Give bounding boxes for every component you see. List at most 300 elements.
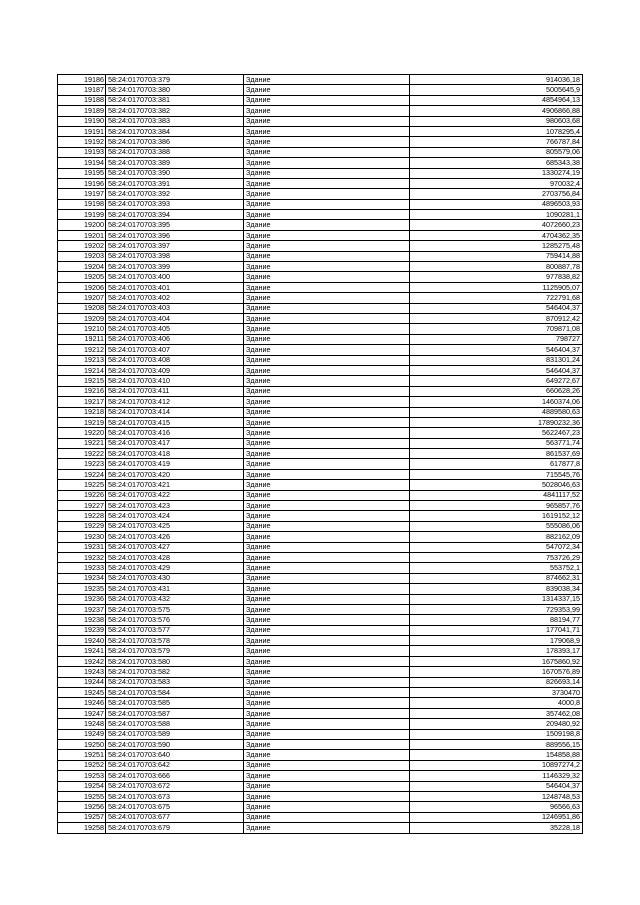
row-number-cell: 19217 bbox=[58, 397, 106, 407]
cadastral-value-cell: 555086,06 bbox=[410, 521, 583, 531]
table-row bbox=[58, 106, 583, 116]
row-number-cell: 19238 bbox=[58, 615, 106, 625]
cadastral-value-cell: 826693,14 bbox=[410, 677, 583, 687]
cadastral-value-cell: 4889580,63 bbox=[410, 407, 583, 417]
cadastral-number-cell: 58:24:0170703:425 bbox=[106, 521, 244, 531]
table-row bbox=[58, 625, 583, 635]
row-number-cell: 19225 bbox=[58, 480, 106, 490]
row-number-cell: 19221 bbox=[58, 438, 106, 448]
row-number-cell: 19222 bbox=[58, 449, 106, 459]
object-type-cell: Здание bbox=[244, 303, 410, 313]
object-type-cell: Здание bbox=[244, 386, 410, 396]
cadastral-value-cell: 1675860,92 bbox=[410, 656, 583, 666]
row-number-cell: 19237 bbox=[58, 604, 106, 614]
cadastral-number-cell: 58:24:0170703:580 bbox=[106, 656, 244, 666]
table-row bbox=[58, 511, 583, 521]
object-type-cell: Здание bbox=[244, 230, 410, 240]
object-type-cell: Здание bbox=[244, 667, 410, 677]
row-number-cell: 19229 bbox=[58, 521, 106, 531]
object-type-cell: Здание bbox=[244, 573, 410, 583]
object-type-cell: Здание bbox=[244, 355, 410, 365]
cadastral-value-cell: 980603,68 bbox=[410, 116, 583, 126]
cadastral-value-cell: 1670576,89 bbox=[410, 667, 583, 677]
cadastral-number-cell: 58:24:0170703:395 bbox=[106, 220, 244, 230]
cadastral-number-cell: 58:24:0170703:583 bbox=[106, 677, 244, 687]
cadastral-number-cell: 58:24:0170703:416 bbox=[106, 428, 244, 438]
table-row bbox=[58, 230, 583, 240]
cadastral-number-cell: 58:24:0170703:418 bbox=[106, 449, 244, 459]
object-type-cell: Здание bbox=[244, 791, 410, 801]
cadastral-value-cell: 546404,37 bbox=[410, 781, 583, 791]
table-row bbox=[58, 490, 583, 500]
object-type-cell: Здание bbox=[244, 656, 410, 666]
cadastral-value-cell: 870912,42 bbox=[410, 313, 583, 323]
table-row bbox=[58, 615, 583, 625]
object-type-cell: Здание bbox=[244, 521, 410, 531]
object-type-cell: Здание bbox=[244, 584, 410, 594]
cadastral-value-cell: 553752,1 bbox=[410, 563, 583, 573]
row-number-cell: 19202 bbox=[58, 241, 106, 251]
row-number-cell: 19243 bbox=[58, 667, 106, 677]
object-type-cell: Здание bbox=[244, 771, 410, 781]
row-number-cell: 19209 bbox=[58, 313, 106, 323]
cadastral-number-cell: 58:24:0170703:428 bbox=[106, 552, 244, 562]
row-number-cell: 19220 bbox=[58, 428, 106, 438]
cadastral-value-cell: 970032,4 bbox=[410, 178, 583, 188]
cadastral-number-cell: 58:24:0170703:389 bbox=[106, 158, 244, 168]
row-number-cell: 19199 bbox=[58, 210, 106, 220]
cadastral-value-cell: 1314337,15 bbox=[410, 594, 583, 604]
object-type-cell: Здание bbox=[244, 313, 410, 323]
cadastral-value-cell: 17890232,36 bbox=[410, 417, 583, 427]
table-row bbox=[58, 469, 583, 479]
table-row bbox=[58, 210, 583, 220]
row-number-cell: 19230 bbox=[58, 532, 106, 542]
row-number-cell: 19242 bbox=[58, 656, 106, 666]
object-type-cell: Здание bbox=[244, 729, 410, 739]
cadastral-value-cell: 965857,76 bbox=[410, 501, 583, 511]
cadastral-number-cell: 58:24:0170703:391 bbox=[106, 178, 244, 188]
table-row bbox=[58, 698, 583, 708]
row-number-cell: 19249 bbox=[58, 729, 106, 739]
row-number-cell: 19231 bbox=[58, 542, 106, 552]
cadastral-number-cell: 58:24:0170703:408 bbox=[106, 355, 244, 365]
row-number-cell: 19234 bbox=[58, 573, 106, 583]
cadastral-value-cell: 178393,17 bbox=[410, 646, 583, 656]
cadastral-value-cell: 766787,84 bbox=[410, 137, 583, 147]
cadastral-value-cell: 649272,67 bbox=[410, 376, 583, 386]
object-type-cell: Здание bbox=[244, 490, 410, 500]
cadastral-value-cell: 179068,9 bbox=[410, 636, 583, 646]
cadastral-number-cell: 58:24:0170703:384 bbox=[106, 126, 244, 136]
cadastral-number-cell: 58:24:0170703:401 bbox=[106, 282, 244, 292]
cadastral-number-cell: 58:24:0170703:575 bbox=[106, 604, 244, 614]
cadastral-value-cell: 10897274,2 bbox=[410, 760, 583, 770]
table-row bbox=[58, 262, 583, 272]
row-number-cell: 19224 bbox=[58, 469, 106, 479]
cadastral-number-cell: 58:24:0170703:579 bbox=[106, 646, 244, 656]
cadastral-value-cell: 5622467,23 bbox=[410, 428, 583, 438]
row-number-cell: 19253 bbox=[58, 771, 106, 781]
cadastral-number-cell: 58:24:0170703:672 bbox=[106, 781, 244, 791]
object-type-cell: Здание bbox=[244, 282, 410, 292]
cadastral-value-cell: 800887,78 bbox=[410, 262, 583, 272]
table-row bbox=[58, 760, 583, 770]
row-number-cell: 19216 bbox=[58, 386, 106, 396]
row-number-cell: 19188 bbox=[58, 95, 106, 105]
table-row bbox=[58, 85, 583, 95]
object-type-cell: Здание bbox=[244, 126, 410, 136]
row-number-cell: 19254 bbox=[58, 781, 106, 791]
object-type-cell: Здание bbox=[244, 480, 410, 490]
table-row bbox=[58, 334, 583, 344]
cadastral-number-cell: 58:24:0170703:417 bbox=[106, 438, 244, 448]
object-type-cell: Здание bbox=[244, 334, 410, 344]
row-number-cell: 19210 bbox=[58, 324, 106, 334]
row-number-cell: 19240 bbox=[58, 636, 106, 646]
object-type-cell: Здание bbox=[244, 241, 410, 251]
row-number-cell: 19189 bbox=[58, 106, 106, 116]
table-row bbox=[58, 417, 583, 427]
cadastral-number-cell: 58:24:0170703:379 bbox=[106, 75, 244, 85]
table-row bbox=[58, 552, 583, 562]
row-number-cell: 19215 bbox=[58, 376, 106, 386]
object-type-cell: Здание bbox=[244, 324, 410, 334]
object-type-cell: Здание bbox=[244, 594, 410, 604]
row-number-cell: 19248 bbox=[58, 719, 106, 729]
row-number-cell: 19205 bbox=[58, 272, 106, 282]
cadastral-number-cell: 58:24:0170703:394 bbox=[106, 210, 244, 220]
cadastral-value-cell: 1246951,86 bbox=[410, 812, 583, 822]
cadastral-number-cell: 58:24:0170703:666 bbox=[106, 771, 244, 781]
row-number-cell: 19246 bbox=[58, 698, 106, 708]
table-row bbox=[58, 480, 583, 490]
table-row bbox=[58, 345, 583, 355]
cadastral-value-cell: 1619152,12 bbox=[410, 511, 583, 521]
cadastral-value-cell: 1248748,53 bbox=[410, 791, 583, 801]
object-type-cell: Здание bbox=[244, 438, 410, 448]
row-number-cell: 19244 bbox=[58, 677, 106, 687]
cadastral-value-cell: 4841117,52 bbox=[410, 490, 583, 500]
table-row bbox=[58, 573, 583, 583]
row-number-cell: 19255 bbox=[58, 791, 106, 801]
object-type-cell: Здание bbox=[244, 604, 410, 614]
object-type-cell: Здание bbox=[244, 365, 410, 375]
cadastral-value-cell: 805579,06 bbox=[410, 147, 583, 157]
row-number-cell: 19201 bbox=[58, 230, 106, 240]
cadastral-value-cell: 1090281,1 bbox=[410, 210, 583, 220]
cadastral-value-cell: 861537,69 bbox=[410, 449, 583, 459]
cadastral-value-cell: 4906866,88 bbox=[410, 106, 583, 116]
table-row bbox=[58, 791, 583, 801]
object-type-cell: Здание bbox=[244, 625, 410, 635]
cadastral-number-cell: 58:24:0170703:390 bbox=[106, 168, 244, 178]
row-number-cell: 19245 bbox=[58, 688, 106, 698]
table-row bbox=[58, 563, 583, 573]
object-type-cell: Здание bbox=[244, 168, 410, 178]
cadastral-value-cell: 874662,31 bbox=[410, 573, 583, 583]
object-type-cell: Здание bbox=[244, 802, 410, 812]
table-row bbox=[58, 708, 583, 718]
cadastral-number-cell: 58:24:0170703:429 bbox=[106, 563, 244, 573]
table-row bbox=[58, 168, 583, 178]
cadastral-number-cell: 58:24:0170703:402 bbox=[106, 293, 244, 303]
object-type-cell: Здание bbox=[244, 677, 410, 687]
table-row bbox=[58, 365, 583, 375]
cadastral-number-cell: 58:24:0170703:422 bbox=[106, 490, 244, 500]
cadastral-number-cell: 58:24:0170703:430 bbox=[106, 573, 244, 583]
object-type-cell: Здание bbox=[244, 698, 410, 708]
cadastral-number-cell: 58:24:0170703:431 bbox=[106, 584, 244, 594]
cadastral-value-cell: 96566,63 bbox=[410, 802, 583, 812]
object-type-cell: Здание bbox=[244, 158, 410, 168]
cadastral-value-cell: 617877,8 bbox=[410, 459, 583, 469]
object-type-cell: Здание bbox=[244, 116, 410, 126]
cadastral-number-cell: 58:24:0170703:577 bbox=[106, 625, 244, 635]
table-row bbox=[58, 199, 583, 209]
cadastral-number-cell: 58:24:0170703:673 bbox=[106, 791, 244, 801]
table-row bbox=[58, 521, 583, 531]
object-type-cell: Здание bbox=[244, 272, 410, 282]
cadastral-value-cell: 753726,29 bbox=[410, 552, 583, 562]
row-number-cell: 19196 bbox=[58, 178, 106, 188]
row-number-cell: 19223 bbox=[58, 459, 106, 469]
row-number-cell: 19226 bbox=[58, 490, 106, 500]
cadastral-number-cell: 58:24:0170703:679 bbox=[106, 823, 244, 833]
cadastral-number-cell: 58:24:0170703:393 bbox=[106, 199, 244, 209]
table-row bbox=[58, 407, 583, 417]
cadastral-value-cell: 839038,34 bbox=[410, 584, 583, 594]
object-type-cell: Здание bbox=[244, 688, 410, 698]
object-type-cell: Здание bbox=[244, 542, 410, 552]
table-row bbox=[58, 781, 583, 791]
cadastral-value-cell: 88194,77 bbox=[410, 615, 583, 625]
cadastral-number-cell: 58:24:0170703:412 bbox=[106, 397, 244, 407]
cadastral-value-cell: 660628,26 bbox=[410, 386, 583, 396]
cadastral-number-cell: 58:24:0170703:399 bbox=[106, 262, 244, 272]
cadastral-number-cell: 58:24:0170703:403 bbox=[106, 303, 244, 313]
cadastral-value-cell: 709871,08 bbox=[410, 324, 583, 334]
table-row bbox=[58, 667, 583, 677]
cadastral-number-cell: 58:24:0170703:424 bbox=[106, 511, 244, 521]
object-type-cell: Здание bbox=[244, 740, 410, 750]
table-row bbox=[58, 604, 583, 614]
cadastral-number-cell: 58:24:0170703:578 bbox=[106, 636, 244, 646]
object-type-cell: Здание bbox=[244, 75, 410, 85]
table-row bbox=[58, 178, 583, 188]
cadastral-number-cell: 58:24:0170703:386 bbox=[106, 137, 244, 147]
row-number-cell: 19194 bbox=[58, 158, 106, 168]
cadastral-value-cell: 35228,18 bbox=[410, 823, 583, 833]
table-row bbox=[58, 688, 583, 698]
cadastral-value-cell: 4896503,93 bbox=[410, 199, 583, 209]
row-number-cell: 19206 bbox=[58, 282, 106, 292]
table-row bbox=[58, 449, 583, 459]
cadastral-number-cell: 58:24:0170703:421 bbox=[106, 480, 244, 490]
row-number-cell: 19212 bbox=[58, 345, 106, 355]
cadastral-value-cell: 977838,82 bbox=[410, 272, 583, 282]
object-type-cell: Здание bbox=[244, 636, 410, 646]
row-number-cell: 19257 bbox=[58, 812, 106, 822]
table-row bbox=[58, 812, 583, 822]
table-row bbox=[58, 459, 583, 469]
cadastral-value-cell: 1330274,19 bbox=[410, 168, 583, 178]
cadastral-value-cell: 685343,38 bbox=[410, 158, 583, 168]
row-number-cell: 19190 bbox=[58, 116, 106, 126]
cadastral-number-cell: 58:24:0170703:640 bbox=[106, 750, 244, 760]
table-row bbox=[58, 542, 583, 552]
table-row bbox=[58, 740, 583, 750]
object-type-cell: Здание bbox=[244, 85, 410, 95]
object-type-cell: Здание bbox=[244, 563, 410, 573]
object-type-cell: Здание bbox=[244, 719, 410, 729]
object-type-cell: Здание bbox=[244, 345, 410, 355]
cadastral-value-cell: 882162,09 bbox=[410, 532, 583, 542]
table-row bbox=[58, 147, 583, 157]
table-body bbox=[58, 75, 583, 834]
row-number-cell: 19192 bbox=[58, 137, 106, 147]
cadastral-number-cell: 58:24:0170703:576 bbox=[106, 615, 244, 625]
cadastral-value-cell: 3730470 bbox=[410, 688, 583, 698]
table-row bbox=[58, 282, 583, 292]
table-row bbox=[58, 158, 583, 168]
table-row bbox=[58, 636, 583, 646]
cadastral-value-cell: 889556,15 bbox=[410, 740, 583, 750]
cadastral-number-cell: 58:24:0170703:588 bbox=[106, 719, 244, 729]
object-type-cell: Здание bbox=[244, 760, 410, 770]
cadastral-number-cell: 58:24:0170703:382 bbox=[106, 106, 244, 116]
row-number-cell: 19197 bbox=[58, 189, 106, 199]
table-row bbox=[58, 313, 583, 323]
object-type-cell: Здание bbox=[244, 449, 410, 459]
table-row bbox=[58, 376, 583, 386]
row-number-cell: 19200 bbox=[58, 220, 106, 230]
table-row bbox=[58, 241, 583, 251]
table-row bbox=[58, 501, 583, 511]
object-type-cell: Здание bbox=[244, 397, 410, 407]
cadastral-number-cell: 58:24:0170703:427 bbox=[106, 542, 244, 552]
row-number-cell: 19228 bbox=[58, 511, 106, 521]
cadastral-number-cell: 58:24:0170703:419 bbox=[106, 459, 244, 469]
object-type-cell: Здание bbox=[244, 199, 410, 209]
cadastral-number-cell: 58:24:0170703:381 bbox=[106, 95, 244, 105]
cadastral-number-cell: 58:24:0170703:405 bbox=[106, 324, 244, 334]
cadastral-number-cell: 58:24:0170703:582 bbox=[106, 667, 244, 677]
row-number-cell: 19227 bbox=[58, 501, 106, 511]
cadastral-value-table bbox=[57, 74, 583, 834]
object-type-cell: Здание bbox=[244, 407, 410, 417]
cadastral-number-cell: 58:24:0170703:409 bbox=[106, 365, 244, 375]
cadastral-value-cell: 5028046,63 bbox=[410, 480, 583, 490]
cadastral-value-cell: 546404,37 bbox=[410, 303, 583, 313]
table-row bbox=[58, 584, 583, 594]
row-number-cell: 19203 bbox=[58, 251, 106, 261]
row-number-cell: 19186 bbox=[58, 75, 106, 85]
table-row bbox=[58, 719, 583, 729]
row-number-cell: 19247 bbox=[58, 708, 106, 718]
row-number-cell: 19241 bbox=[58, 646, 106, 656]
cadastral-value-cell: 1460374,06 bbox=[410, 397, 583, 407]
table-row bbox=[58, 303, 583, 313]
object-type-cell: Здание bbox=[244, 106, 410, 116]
cadastral-number-cell: 58:24:0170703:383 bbox=[106, 116, 244, 126]
row-number-cell: 19208 bbox=[58, 303, 106, 313]
row-number-cell: 19193 bbox=[58, 147, 106, 157]
cadastral-number-cell: 58:24:0170703:392 bbox=[106, 189, 244, 199]
table-row bbox=[58, 116, 583, 126]
cadastral-value-cell: 798727 bbox=[410, 334, 583, 344]
object-type-cell: Здание bbox=[244, 293, 410, 303]
table-row bbox=[58, 95, 583, 105]
object-type-cell: Здание bbox=[244, 532, 410, 542]
table-row bbox=[58, 126, 583, 136]
table-row bbox=[58, 220, 583, 230]
row-number-cell: 19236 bbox=[58, 594, 106, 604]
table-row bbox=[58, 594, 583, 604]
object-type-cell: Здание bbox=[244, 220, 410, 230]
cadastral-value-cell: 729353,99 bbox=[410, 604, 583, 614]
cadastral-number-cell: 58:24:0170703:406 bbox=[106, 334, 244, 344]
object-type-cell: Здание bbox=[244, 459, 410, 469]
cadastral-number-cell: 58:24:0170703:410 bbox=[106, 376, 244, 386]
cadastral-value-cell: 1509198,8 bbox=[410, 729, 583, 739]
row-number-cell: 19232 bbox=[58, 552, 106, 562]
table-row bbox=[58, 823, 583, 833]
cadastral-number-cell: 58:24:0170703:404 bbox=[106, 313, 244, 323]
table-row bbox=[58, 75, 583, 85]
cadastral-number-cell: 58:24:0170703:675 bbox=[106, 802, 244, 812]
object-type-cell: Здание bbox=[244, 812, 410, 822]
object-type-cell: Здание bbox=[244, 210, 410, 220]
cadastral-number-cell: 58:24:0170703:642 bbox=[106, 760, 244, 770]
cadastral-number-cell: 58:24:0170703:432 bbox=[106, 594, 244, 604]
row-number-cell: 19256 bbox=[58, 802, 106, 812]
row-number-cell: 19204 bbox=[58, 262, 106, 272]
cadastral-value-cell: 759414,88 bbox=[410, 251, 583, 261]
object-type-cell: Здание bbox=[244, 823, 410, 833]
table-row bbox=[58, 646, 583, 656]
table-row bbox=[58, 293, 583, 303]
object-type-cell: Здание bbox=[244, 417, 410, 427]
cadastral-value-cell: 914036,18 bbox=[410, 75, 583, 85]
row-number-cell: 19252 bbox=[58, 760, 106, 770]
row-number-cell: 19258 bbox=[58, 823, 106, 833]
cadastral-number-cell: 58:24:0170703:397 bbox=[106, 241, 244, 251]
cadastral-value-cell: 563771,74 bbox=[410, 438, 583, 448]
cadastral-value-cell: 4704362,35 bbox=[410, 230, 583, 240]
table-row bbox=[58, 355, 583, 365]
cadastral-number-cell: 58:24:0170703:420 bbox=[106, 469, 244, 479]
cadastral-number-cell: 58:24:0170703:396 bbox=[106, 230, 244, 240]
cadastral-value-cell: 715545,76 bbox=[410, 469, 583, 479]
object-type-cell: Здание bbox=[244, 137, 410, 147]
row-number-cell: 19191 bbox=[58, 126, 106, 136]
cadastral-value-cell: 1078295,4 bbox=[410, 126, 583, 136]
cadastral-value-cell: 2703756,84 bbox=[410, 189, 583, 199]
object-type-cell: Здание bbox=[244, 376, 410, 386]
table-row bbox=[58, 771, 583, 781]
table-row bbox=[58, 137, 583, 147]
cadastral-number-cell: 58:24:0170703:400 bbox=[106, 272, 244, 282]
table-row bbox=[58, 324, 583, 334]
cadastral-number-cell: 58:24:0170703:388 bbox=[106, 147, 244, 157]
cadastral-value-cell: 4854964,13 bbox=[410, 95, 583, 105]
row-number-cell: 19218 bbox=[58, 407, 106, 417]
cadastral-value-cell: 209480,92 bbox=[410, 719, 583, 729]
cadastral-value-cell: 831301,24 bbox=[410, 355, 583, 365]
object-type-cell: Здание bbox=[244, 178, 410, 188]
object-type-cell: Здание bbox=[244, 147, 410, 157]
